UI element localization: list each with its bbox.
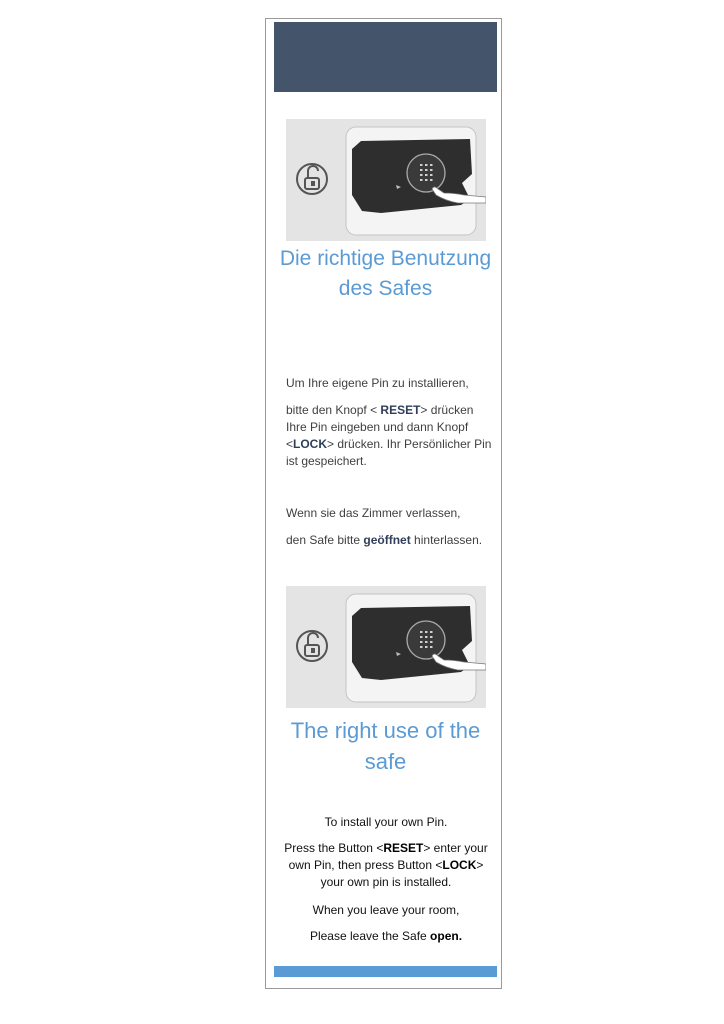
footer-bar <box>274 966 497 977</box>
safe-keypad-illustration <box>286 586 486 708</box>
reset-button-label: RESET <box>383 841 424 855</box>
english-intro-text: To install your own Pin. <box>324 815 448 829</box>
german-instructions-text: bitte den Knopf < RESET> drücken Ihre Pin eingeben und dann Knopf <LOCK> drücken. Ihr Persönlicher Pin ist gespeichert. <box>286 403 492 468</box>
lock-button-label: LOCK <box>442 858 477 872</box>
german-heading: Die richtige Benutzung des Safes <box>279 247 492 300</box>
german-leave-safe-open-text: den Safe bitte geöffnet hinterlassen. <box>286 533 483 547</box>
english-instructions-text: Press the Button <RESET> enter your own Pin, then press Button <LOCK> your own pin is installed. <box>284 841 488 889</box>
reset-button-label: RESET <box>380 403 421 417</box>
lock-button-label: LOCK <box>293 437 328 451</box>
english-leave-room-text: When you leave your room, <box>312 903 460 917</box>
german-leave-room-text: Wenn sie das Zimmer verlassen, <box>286 506 461 520</box>
safe-instruction-card <box>265 18 502 989</box>
open-keyword: open. <box>430 929 463 943</box>
english-heading: The right use of the safe <box>290 718 481 774</box>
open-keyword: geöffnet <box>363 533 411 547</box>
english-leave-safe-open-text: Please leave the Safe open. <box>309 929 463 943</box>
header-bar <box>274 22 497 92</box>
german-intro-text: Um Ihre eigene Pin zu installieren, <box>286 376 469 390</box>
safe-keypad-illustration <box>286 119 486 241</box>
